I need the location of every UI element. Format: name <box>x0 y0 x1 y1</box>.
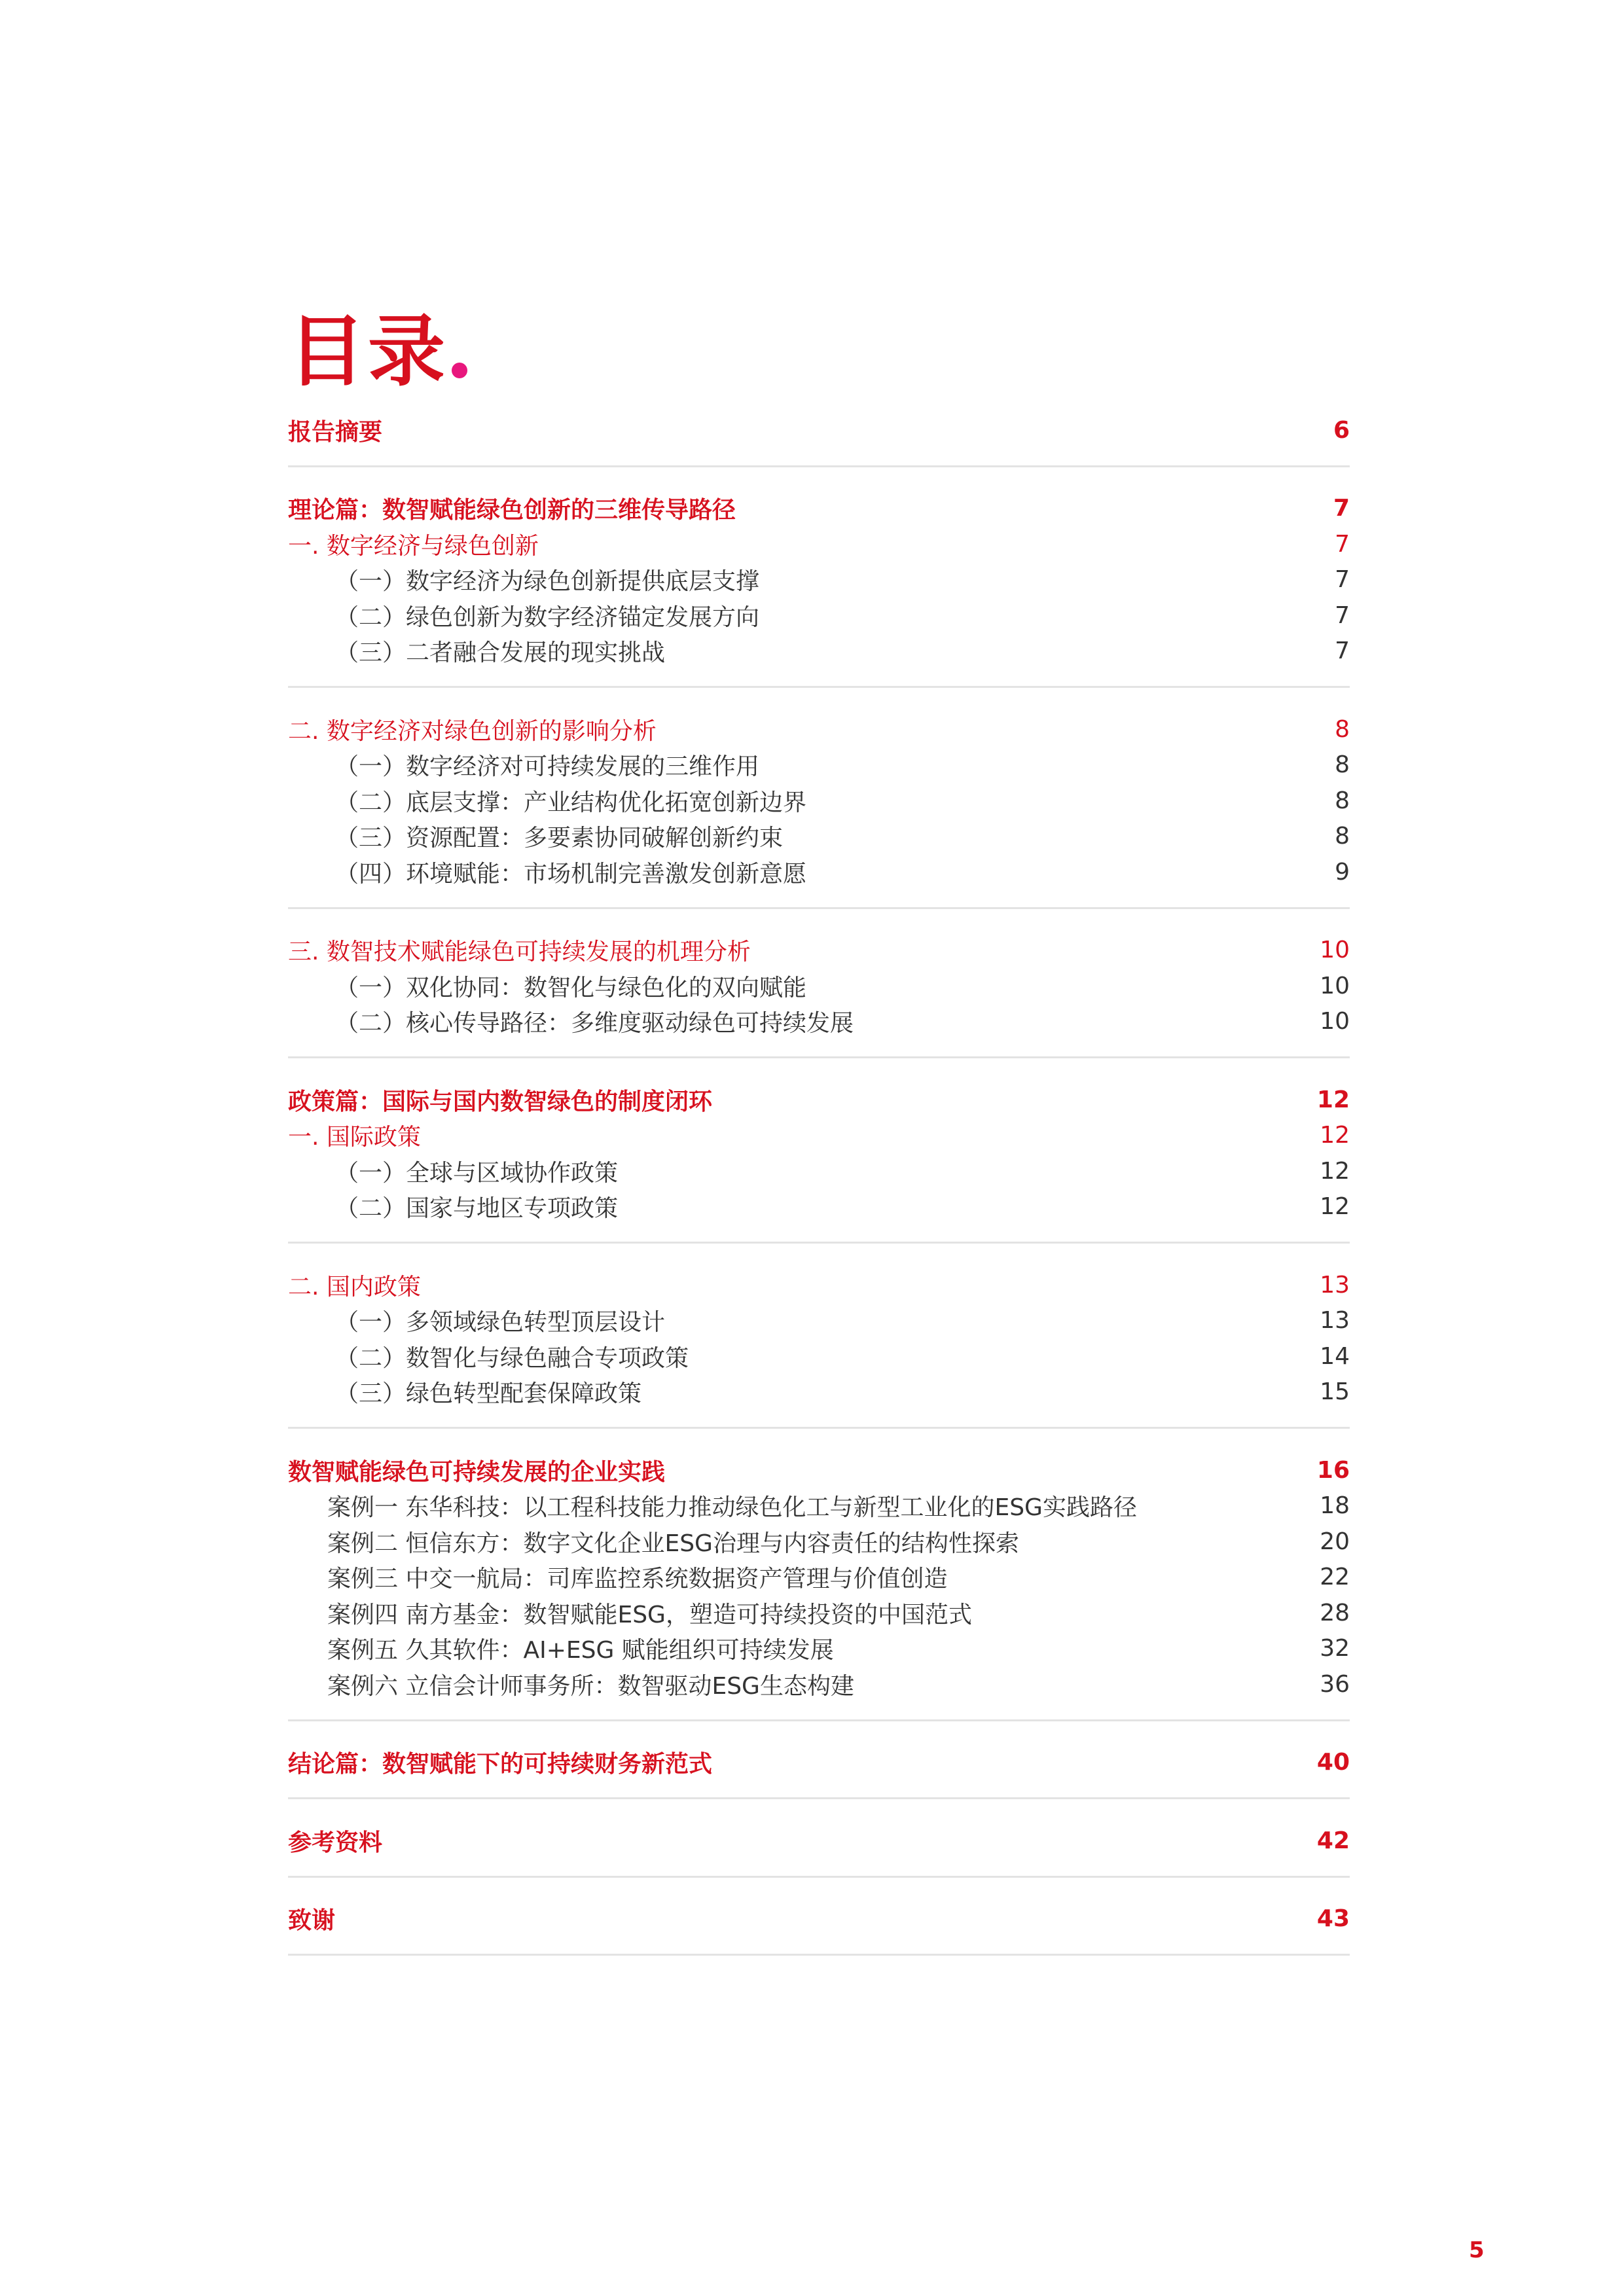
toc-entry-label: 结论篇：数智赋能下的可持续财务新范式 <box>288 1751 713 1778</box>
toc-entry-main[interactable] <box>288 1745 1350 1781</box>
toc-entry-label: （二）数智化与绿色融合专项政策 <box>335 1344 689 1372</box>
toc-entry-sub[interactable] <box>288 1153 1350 1189</box>
toc-entry-label: 报告摘要 <box>288 418 383 446</box>
title-text: 目录 <box>288 306 448 397</box>
toc-entry-page: 28 <box>1320 1599 1350 1626</box>
title-dot <box>452 363 467 378</box>
toc-entry-case[interactable] <box>288 1488 1350 1524</box>
toc-entry-case[interactable] <box>288 1524 1350 1560</box>
toc-entry-page: 7 <box>1335 530 1350 558</box>
toc-entry-main[interactable] <box>288 1901 1350 1937</box>
toc-entry-page: 7 <box>1335 637 1350 665</box>
toc-entry-sub[interactable] <box>288 854 1350 890</box>
toc-entry-page: 43 <box>1316 1905 1350 1933</box>
toc-entry-chapter[interactable] <box>288 526 1350 562</box>
toc-entry-sub[interactable] <box>288 634 1350 670</box>
toc-entry-label: （四）环境赋能：市场机制完善激发创新意愿 <box>335 860 807 888</box>
toc-entry-label: 案例二 恒信东方：数字文化企业ESG治理与内容责任的结构性探索 <box>327 1530 1019 1557</box>
toc-section <box>288 1821 1350 1878</box>
toc-entry-sub[interactable] <box>288 1303 1350 1339</box>
toc-entry-label: 一. 数字经济与绿色创新 <box>288 532 539 560</box>
toc-entry-page: 12 <box>1320 1122 1350 1149</box>
toc-entry-sub[interactable] <box>288 968 1350 1004</box>
toc-entry-page: 7 <box>1333 495 1350 522</box>
toc-entry-label: 政策篇：国际与国内数智绿色的制度闭环 <box>288 1088 713 1115</box>
page-title <box>288 306 467 397</box>
toc-section <box>288 1744 1350 1800</box>
toc-entry-label: 案例六 立信会计师事务所：数智驱动ESG生态构建 <box>327 1672 854 1700</box>
toc-entry-sub[interactable] <box>288 562 1350 598</box>
toc-entry-label: 二. 国内政策 <box>288 1273 421 1300</box>
toc-entry-page: 15 <box>1320 1378 1350 1406</box>
toc-entry-page: 42 <box>1316 1827 1350 1854</box>
toc-entry-sub[interactable] <box>288 1374 1350 1410</box>
toc-section <box>288 1081 1350 1244</box>
toc-entry-page: 14 <box>1320 1342 1350 1370</box>
toc-entry-label: 案例四 南方基金：数智赋能ESG，塑造可持续投资的中国范式 <box>327 1601 972 1628</box>
toc-entry-main[interactable] <box>288 491 1350 527</box>
toc-entry-chapter[interactable] <box>288 1267 1350 1303</box>
toc-entry-page: 8 <box>1335 787 1350 814</box>
toc-entry-sub[interactable] <box>288 819 1350 855</box>
toc-entry-page: 40 <box>1316 1749 1350 1776</box>
toc-entry-label: （三）绿色转型配套保障政策 <box>335 1380 642 1408</box>
toc-entry-label: （二）绿色创新为数字经济锚定发展方向 <box>335 603 760 631</box>
table-of-contents <box>288 411 1350 1978</box>
toc-entry-case[interactable] <box>288 1631 1350 1667</box>
toc-entry-label: 致谢 <box>288 1907 336 1935</box>
toc-entry-sub[interactable] <box>288 598 1350 634</box>
toc-entry-page: 7 <box>1335 566 1350 594</box>
toc-entry-main[interactable] <box>288 412 1350 448</box>
toc-entry-chapter[interactable] <box>288 933 1350 969</box>
toc-entry-label: 参考资料 <box>288 1829 383 1856</box>
toc-entry-main[interactable] <box>288 1452 1350 1488</box>
toc-entry-page: 12 <box>1316 1086 1350 1113</box>
toc-entry-page: 18 <box>1320 1492 1350 1520</box>
toc-entry-label: （一）数字经济为绿色创新提供底层支撑 <box>335 568 760 596</box>
toc-entry-label: （一）多领域绿色转型顶层设计 <box>335 1309 666 1336</box>
toc-entry-main[interactable] <box>288 1082 1350 1118</box>
toc-entry-sub[interactable] <box>288 1004 1350 1040</box>
toc-entry-page: 7 <box>1335 601 1350 629</box>
toc-entry-label: 案例三 中交一航局：司库监控系统数据资产管理与价值创造 <box>327 1566 948 1593</box>
toc-entry-page: 13 <box>1320 1271 1350 1299</box>
toc-entry-label: 案例五 久其软件：AI+ESG 赋能组织可持续发展 <box>327 1637 834 1664</box>
toc-section <box>288 1451 1350 1721</box>
toc-entry-case[interactable] <box>288 1666 1350 1702</box>
toc-entry-label: 一. 国际政策 <box>288 1124 421 1151</box>
toc-entry-chapter[interactable] <box>288 711 1350 747</box>
toc-entry-case[interactable] <box>288 1595 1350 1631</box>
toc-entry-label: 理论篇：数智赋能绿色创新的三维传导路径 <box>288 497 736 524</box>
toc-entry-label: （一）双化协同：数智化与绿色化的双向赋能 <box>335 974 807 1001</box>
toc-section <box>288 1900 1350 1956</box>
toc-entry-label: 二. 数字经济对绿色创新的影响分析 <box>288 717 657 745</box>
toc-section <box>288 710 1350 909</box>
toc-entry-label: （二）核心传导路径：多维度驱动绿色可持续发展 <box>335 1010 854 1037</box>
toc-entry-label: 数智赋能绿色可持续发展的企业实践 <box>288 1458 666 1486</box>
toc-entry-page: 32 <box>1320 1635 1350 1662</box>
toc-entry-page: 20 <box>1320 1528 1350 1555</box>
toc-entry-sub[interactable] <box>288 783 1350 819</box>
toc-entry-sub[interactable] <box>288 747 1350 783</box>
toc-entry-page: 13 <box>1320 1307 1350 1335</box>
toc-entry-sub[interactable] <box>288 1338 1350 1374</box>
toc-entry-page: 9 <box>1335 858 1350 886</box>
toc-entry-label: （二）底层支撑：产业结构优化拓宽创新边界 <box>335 789 807 816</box>
toc-entry-label: （一）数字经济对可持续发展的三维作用 <box>335 753 760 781</box>
toc-entry-page: 12 <box>1320 1193 1350 1221</box>
toc-entry-chapter[interactable] <box>288 1118 1350 1154</box>
page-number: 5 <box>1469 2237 1485 2263</box>
toc-entry-page: 10 <box>1320 972 1350 999</box>
toc-entry-page: 8 <box>1335 715 1350 743</box>
toc-entry-page: 16 <box>1316 1456 1350 1484</box>
toc-entry-label: 案例一 东华科技：以工程科技能力推动绿色化工与新型工业化的ESG实践路径 <box>327 1494 1137 1522</box>
toc-entry-page: 8 <box>1335 823 1350 850</box>
toc-entry-label: （三）资源配置：多要素协同破解创新约束 <box>335 825 784 852</box>
toc-entry-label: （二）国家与地区专项政策 <box>335 1195 619 1223</box>
toc-section <box>288 1266 1350 1429</box>
toc-entry-page: 10 <box>1320 937 1350 964</box>
toc-entry-page: 12 <box>1320 1157 1350 1185</box>
toc-section <box>288 411 1350 467</box>
toc-entry-page: 8 <box>1335 751 1350 779</box>
toc-entry-page: 6 <box>1333 416 1350 444</box>
toc-entry-label: 三. 数智技术赋能绿色可持续发展的机理分析 <box>288 939 751 966</box>
toc-entry-label: （三）二者融合发展的现实挑战 <box>335 639 666 667</box>
toc-section <box>288 490 1350 689</box>
toc-entry-page: 10 <box>1320 1008 1350 1035</box>
toc-entry-page: 36 <box>1320 1670 1350 1698</box>
toc-section <box>288 931 1350 1059</box>
toc-entry-main[interactable] <box>288 1823 1350 1859</box>
toc-entry-page: 22 <box>1320 1564 1350 1591</box>
toc-entry-label: （一）全球与区域协作政策 <box>335 1159 619 1187</box>
toc-entry-case[interactable] <box>288 1560 1350 1596</box>
toc-entry-sub[interactable] <box>288 1189 1350 1225</box>
